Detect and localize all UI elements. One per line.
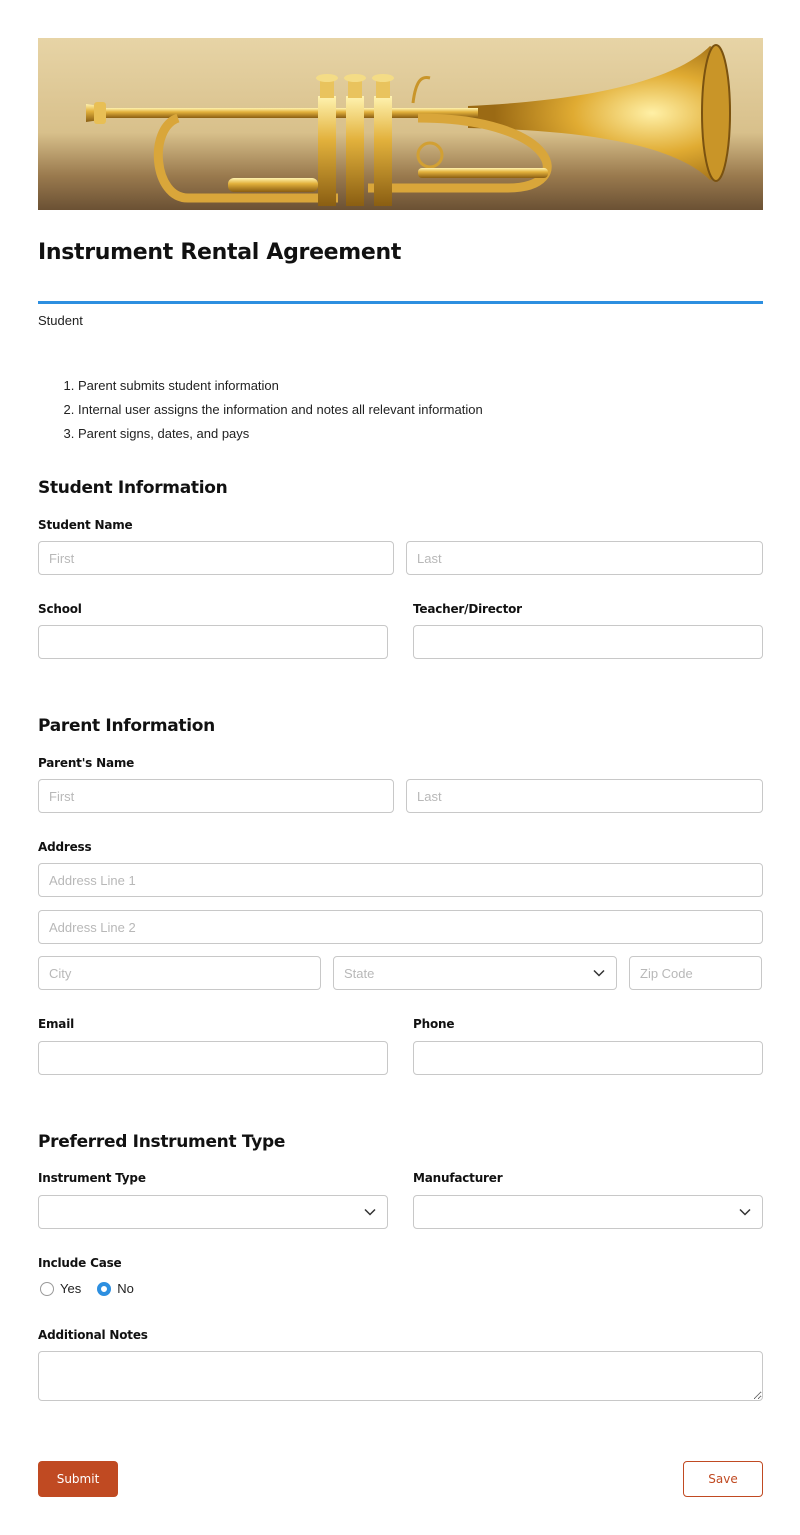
form-title: Instrument Rental Agreement — [38, 240, 402, 265]
instrument-type-select[interactable] — [38, 1195, 388, 1229]
student-last-name-input[interactable] — [406, 541, 763, 575]
step-item: 3. Parent signs, dates, and pays — [78, 424, 483, 448]
zip-code-input[interactable] — [629, 956, 762, 990]
student-name-label: Student Name — [38, 518, 133, 532]
case-yes-label: Yes — [60, 1281, 82, 1296]
include-case-label: Include Case — [38, 1256, 122, 1270]
parent-last-name-input[interactable] — [406, 779, 763, 813]
address-line-1-input[interactable] — [38, 863, 763, 897]
trumpet-image — [38, 38, 763, 210]
manufacturer-select[interactable] — [413, 1195, 763, 1229]
submit-button[interactable]: Submit — [38, 1461, 118, 1497]
chevron-down-icon — [592, 966, 606, 980]
school-input[interactable] — [38, 625, 388, 659]
phone-input[interactable] — [413, 1041, 763, 1075]
parent-name-label: Parent's Name — [38, 756, 135, 770]
phone-label: Phone — [413, 1017, 455, 1031]
additional-notes-textarea[interactable] — [38, 1351, 763, 1401]
chevron-down-icon — [363, 1205, 377, 1219]
instruction-steps — [60, 376, 483, 448]
address-line-2-input[interactable] — [38, 910, 763, 944]
step-item: 2. Internal user assigns the information and notes all relevant information — [78, 400, 483, 424]
include-case-radio-group — [40, 1281, 134, 1296]
section-heading-parent: Parent Information — [38, 716, 215, 736]
city-input[interactable] — [38, 956, 321, 990]
state-select-placeholder: State — [344, 965, 375, 981]
title-divider — [38, 301, 763, 304]
case-no-radio[interactable] — [97, 1282, 111, 1296]
teacher-director-label: Teacher/Director — [413, 602, 522, 616]
chevron-down-icon — [738, 1205, 752, 1219]
section-heading-student: Student Information — [38, 478, 228, 498]
teacher-director-input[interactable] — [413, 625, 763, 659]
form-subtitle: Student — [38, 313, 83, 328]
school-label: School — [38, 602, 82, 616]
manufacturer-label: Manufacturer — [413, 1171, 503, 1185]
save-button[interactable]: Save — [683, 1461, 763, 1497]
email-input[interactable] — [38, 1041, 388, 1075]
additional-notes-label: Additional Notes — [38, 1328, 148, 1342]
instrument-type-label: Instrument Type — [38, 1171, 146, 1185]
student-first-name-input[interactable] — [38, 541, 394, 575]
case-no-label: No — [117, 1281, 134, 1296]
state-select[interactable] — [333, 956, 617, 990]
section-heading-instrument: Preferred Instrument Type — [38, 1132, 286, 1152]
address-label: Address — [38, 840, 92, 854]
case-yes-radio[interactable] — [40, 1282, 54, 1296]
step-item: 1. Parent submits student information — [78, 376, 483, 400]
banner-image-trumpet — [38, 38, 763, 210]
email-label: Email — [38, 1017, 75, 1031]
parent-first-name-input[interactable] — [38, 779, 394, 813]
